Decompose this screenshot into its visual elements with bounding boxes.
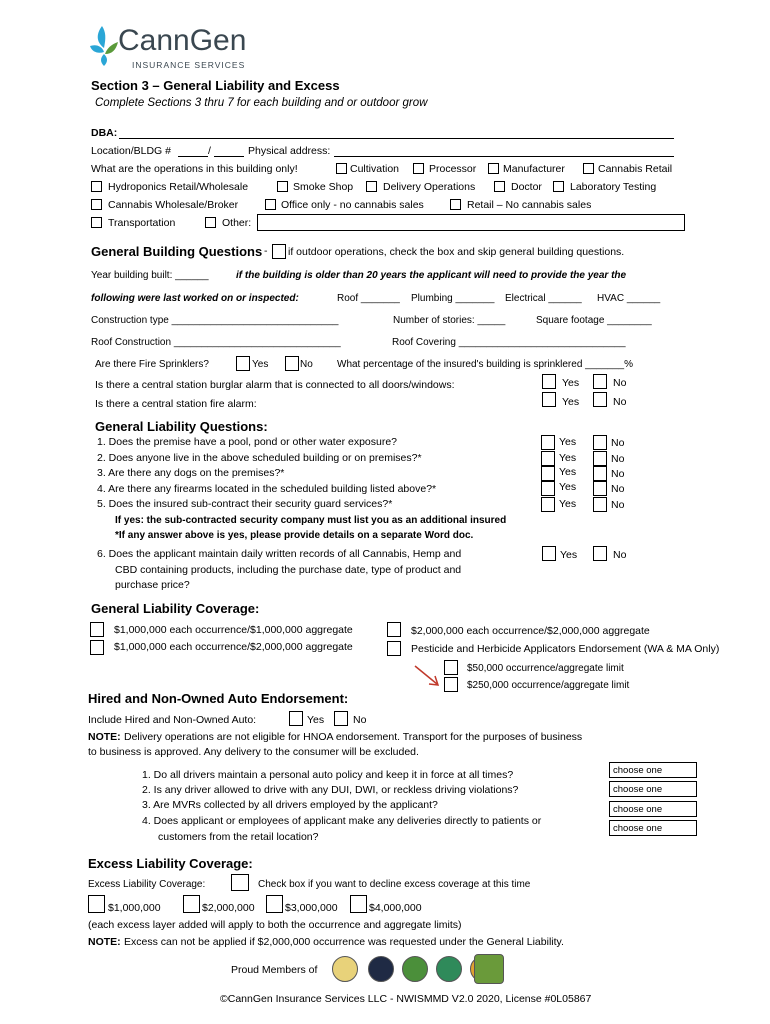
coverage-2m-2m: $2,000,000 each occurrence/$2,000,000 aggregate <box>411 625 650 637</box>
cb-fire-no[interactable] <box>593 392 607 407</box>
member-badge-2 <box>368 956 394 982</box>
gl-q6-line3: purchase price? <box>115 579 190 591</box>
cb-hydroponics[interactable] <box>91 181 102 192</box>
op-lab-testing: Laboratory Testing <box>570 181 657 193</box>
excess-note: Excess can not be applied if $2,000,000 occurrence was requested under the General Liability. <box>124 936 564 948</box>
hvac-year[interactable]: HVAC ______ <box>597 293 661 304</box>
building-dash: - <box>264 245 268 257</box>
cb-outdoor[interactable] <box>272 244 286 259</box>
burglar-yes: Yes <box>562 377 580 389</box>
op-cultivation: Cultivation <box>350 163 400 175</box>
cb-delivery[interactable] <box>366 181 377 192</box>
cb-doctor[interactable] <box>494 181 505 192</box>
gl-q6-line2: CBD containing products, including the purchase date, type of product and <box>115 564 462 576</box>
gl-q6-line1: 6. Does the applicant maintain daily written records of all Cannabis, Hemp and <box>97 548 462 560</box>
gl-q2: 2. Does anyone live in the above scheduled building or on premises?* <box>97 452 422 464</box>
physical-field[interactable] <box>334 156 674 157</box>
cb-gl-q2-no[interactable] <box>593 451 607 466</box>
dba-field[interactable] <box>119 138 674 139</box>
roof-construction[interactable]: Roof Construction ______________________________ <box>91 337 341 348</box>
fire-yes: Yes <box>562 396 580 408</box>
member-badge-4 <box>436 956 462 982</box>
sprinklers-yes: Yes <box>252 359 269 370</box>
op-cannabis-retail: Cannabis Retail <box>598 163 673 175</box>
cb-pesticide-250k[interactable] <box>444 677 458 692</box>
leaf-icon <box>88 24 122 68</box>
cb-coverage-1m-1m[interactable] <box>90 622 104 637</box>
building-title: General Building Questions <box>91 244 263 259</box>
year-built: Year building built: ______ <box>91 270 209 281</box>
operations-question: What are the operations in this building only! <box>91 163 298 175</box>
burglar-no: No <box>613 377 627 389</box>
cb-fire-yes[interactable] <box>542 392 556 407</box>
electrical-year[interactable]: Electrical ______ <box>505 293 582 304</box>
hnoa-note-label: NOTE: <box>88 731 121 743</box>
op-manufacturer: Manufacturer <box>503 163 565 175</box>
cb-cannabis-retail[interactable] <box>583 163 594 174</box>
gl-q4-yes: Yes <box>559 481 577 493</box>
hnoa-yes: Yes <box>307 714 325 726</box>
other-field[interactable] <box>257 214 685 231</box>
cb-excess-2m[interactable] <box>183 895 200 913</box>
coverage-1m-1m: $1,000,000 each occurrence/$1,000,000 aggregate <box>114 624 353 636</box>
hnoa-q2-select[interactable]: choose one <box>609 781 697 797</box>
excess-layer-note: (each excess layer added will apply to both the occurrence and aggregate limits) <box>88 919 462 931</box>
op-doctor: Doctor <box>511 181 542 193</box>
gl-q2-no: No <box>611 453 625 465</box>
gl-q4: 4. Are there any firearms located in the scheduled building listed above?* <box>97 483 437 495</box>
cb-gl-q3-no[interactable] <box>593 466 607 481</box>
op-transportation: Transportation <box>108 217 176 229</box>
location-slash: / <box>208 145 211 157</box>
gl-q5-yes: Yes <box>559 498 577 510</box>
sprinkler-percentage[interactable]: What percentage of the insured's building is sprinklered _______% <box>337 359 633 370</box>
logo-name: CannGen <box>118 24 247 57</box>
section-subtitle: Complete Sections 3 thru 7 for each building and or outdoor grow <box>95 97 428 109</box>
sprinklers-no: No <box>300 359 313 370</box>
cb-transportation[interactable] <box>91 217 102 228</box>
gl-title: General Liability Questions: <box>95 419 268 434</box>
gl-q2-yes: Yes <box>559 452 577 464</box>
roof-covering[interactable]: Roof Covering ______________________________ <box>392 337 626 348</box>
hnoa-q3: 3. Are MVRs collected by all drivers employed by the applicant? <box>142 799 438 811</box>
op-processor: Processor <box>429 163 477 175</box>
op-retail-no-cannabis: Retail – No cannabis sales <box>467 199 592 211</box>
gl-q4-no: No <box>611 483 625 495</box>
gl-q5: 5. Does the insured sub-contract their security guard services?* <box>97 498 393 510</box>
cb-lab-testing[interactable] <box>553 181 564 192</box>
cb-gl-q6-no[interactable] <box>593 546 607 561</box>
op-office-only: Office only - no cannabis sales <box>281 199 424 211</box>
section-title: Section 3 – General Liability and Excess <box>91 78 340 93</box>
cb-wholesale[interactable] <box>91 199 102 210</box>
cb-office-only[interactable] <box>265 199 276 210</box>
cb-gl-q6-yes[interactable] <box>542 546 556 561</box>
cb-sprinklers-no[interactable] <box>285 356 299 371</box>
excess-decline-note: Check box if you want to decline excess coverage at this time <box>258 879 531 890</box>
cb-pesticide-50k[interactable] <box>444 660 458 675</box>
gl-q1-no: No <box>611 437 625 449</box>
fire-alarm-question: Is there a central station fire alarm: <box>95 398 257 410</box>
cb-burglar-no[interactable] <box>593 374 607 389</box>
gl-q3-no: No <box>611 468 625 480</box>
gl-q6-no: No <box>613 549 627 561</box>
excess-title: Excess Liability Coverage: <box>88 856 253 871</box>
pesticide-250k: $250,000 occurrence/aggregate limit <box>467 680 630 691</box>
pesticide-50k: $50,000 occurrence/aggregate limit <box>467 663 624 674</box>
member-badge-6 <box>474 954 504 984</box>
gl-q6-yes: Yes <box>560 549 578 561</box>
excess-1m: $1,000,000 <box>108 902 161 914</box>
hnoa-q4-select[interactable]: choose one <box>609 820 697 836</box>
gl-note1: If yes: the sub-contracted security company must list you as an additional insured <box>115 515 507 526</box>
cb-excess-decline[interactable] <box>231 874 249 891</box>
gl-note2: *If any answer above is yes, please provide details on a separate Word doc. <box>115 530 474 541</box>
sprinklers-question: Are there Fire Sprinklers? <box>95 359 209 370</box>
fire-no: No <box>613 396 627 408</box>
op-wholesale: Cannabis Wholesale/Broker <box>108 199 239 211</box>
proud-members: Proud Members of <box>231 964 318 976</box>
hnoa-include: Include Hired and Non-Owned Auto: <box>88 714 257 726</box>
dba-label: DBA: <box>91 127 118 139</box>
cb-retail-no-cannabis[interactable] <box>450 199 461 210</box>
gl-q5-no: No <box>611 499 625 511</box>
cb-coverage-2m-2m[interactable] <box>387 622 401 637</box>
hnoa-q1-select[interactable]: choose one <box>609 762 697 778</box>
logo-sub: INSURANCE SERVICES <box>132 60 246 70</box>
gl-q1-yes: Yes <box>559 436 577 448</box>
cb-sprinklers-yes[interactable] <box>236 356 250 371</box>
plumbing-year[interactable]: Plumbing _______ <box>411 293 495 304</box>
cb-excess-4m[interactable] <box>350 895 367 913</box>
construction-type[interactable]: Construction type ______________________________ <box>91 315 339 326</box>
cb-pesticide[interactable] <box>387 641 401 656</box>
hnoa-title: Hired and Non-Owned Auto Endorsement: <box>88 691 349 706</box>
cb-gl-q5-yes[interactable] <box>541 497 555 512</box>
outdoor-note: if outdoor operations, check the box and skip general building questions. <box>288 246 625 258</box>
op-delivery: Delivery Operations <box>383 181 476 193</box>
cb-gl-q4-no[interactable] <box>593 481 607 496</box>
cb-gl-q4-yes[interactable] <box>541 481 555 496</box>
arrow-icon <box>413 664 443 690</box>
cb-manufacturer[interactable] <box>488 163 499 174</box>
hnoa-q4-line2: customers from the retail location? <box>158 831 319 843</box>
logo <box>88 20 258 74</box>
cb-gl-q1-yes[interactable] <box>541 435 555 450</box>
bldg-field[interactable] <box>214 156 244 157</box>
burglar-alarm-question: Is there a central station burglar alarm that is connected to all doors/windows: <box>95 379 455 391</box>
cb-excess-1m[interactable] <box>88 895 105 913</box>
pesticide-endorsement: Pesticide and Herbicide Applicators Endorsement (WA & MA Only) <box>411 643 720 655</box>
cb-coverage-1m-2m[interactable] <box>90 640 104 655</box>
physical-label: Physical address: <box>248 145 331 157</box>
number-of-stories[interactable]: Number of stories: _____ <box>393 315 506 326</box>
excess-2m: $2,000,000 <box>202 902 255 914</box>
excess-3m: $3,000,000 <box>285 902 338 914</box>
following-note: following were last worked on or inspected: <box>91 293 299 304</box>
gl-q3: 3. Are there any dogs on the premises?* <box>97 467 285 479</box>
copyright: ©CannGen Insurance Services LLC - NWISMMD V2.0 2020, License #0L05867 <box>220 993 592 1005</box>
gl-q1: 1. Does the premise have a pool, pond or other water exposure? <box>97 436 398 448</box>
cb-gl-q3-yes[interactable] <box>541 466 555 481</box>
hnoa-note-1: Delivery operations are not eligible for HNOA endorsement. Transport for the purposes of business <box>124 731 583 743</box>
hnoa-q1: 1. Do all drivers maintain a personal auto policy and keep it in force at all times? <box>142 769 514 781</box>
location-label: Location/BLDG # <box>91 145 171 157</box>
op-other: Other: <box>222 217 252 229</box>
cb-processor[interactable] <box>413 163 424 174</box>
cb-smoke-shop[interactable] <box>277 181 288 192</box>
member-badge-3 <box>402 956 428 982</box>
cb-gl-q5-no[interactable] <box>593 497 607 512</box>
coverage-title: General Liability Coverage: <box>91 601 260 616</box>
cb-other[interactable] <box>205 217 216 228</box>
member-badge-1 <box>332 956 358 982</box>
cb-hnoa-yes[interactable] <box>289 711 303 726</box>
older-note: if the building is older than 20 years the applicant will need to provide the year the <box>236 270 627 281</box>
excess-note-label: NOTE: <box>88 936 121 948</box>
cb-cultivation[interactable] <box>336 163 347 174</box>
gl-q3-yes: Yes <box>559 466 577 478</box>
cb-burglar-yes[interactable] <box>542 374 556 389</box>
square-footage[interactable]: Square footage ________ <box>536 315 652 326</box>
cb-hnoa-no[interactable] <box>334 711 348 726</box>
op-hydroponics: Hydroponics Retail/Wholesale <box>108 181 249 193</box>
cb-gl-q2-yes[interactable] <box>541 451 555 466</box>
coverage-1m-2m: $1,000,000 each occurrence/$2,000,000 aggregate <box>114 641 353 653</box>
hnoa-q3-select[interactable]: choose one <box>609 801 697 817</box>
hnoa-q2: 2. Is any driver allowed to drive with any DUI, DWI, or reckless driving violations? <box>142 784 519 796</box>
location-field[interactable] <box>178 156 208 157</box>
roof-year[interactable]: Roof _______ <box>337 293 400 304</box>
hnoa-q4-line1: 4. Does applicant or employees of applicant make any deliveries directly to patients or <box>142 815 542 827</box>
hnoa-note-2: to business is approved. Any delivery to the consumer will be excluded. <box>88 746 419 758</box>
excess-label: Excess Liability Coverage: <box>88 879 206 890</box>
hnoa-no: No <box>353 714 367 726</box>
cb-excess-3m[interactable] <box>266 895 283 913</box>
op-smoke-shop: Smoke Shop <box>293 181 354 193</box>
excess-4m: $4,000,000 <box>369 902 422 914</box>
cb-gl-q1-no[interactable] <box>593 435 607 450</box>
